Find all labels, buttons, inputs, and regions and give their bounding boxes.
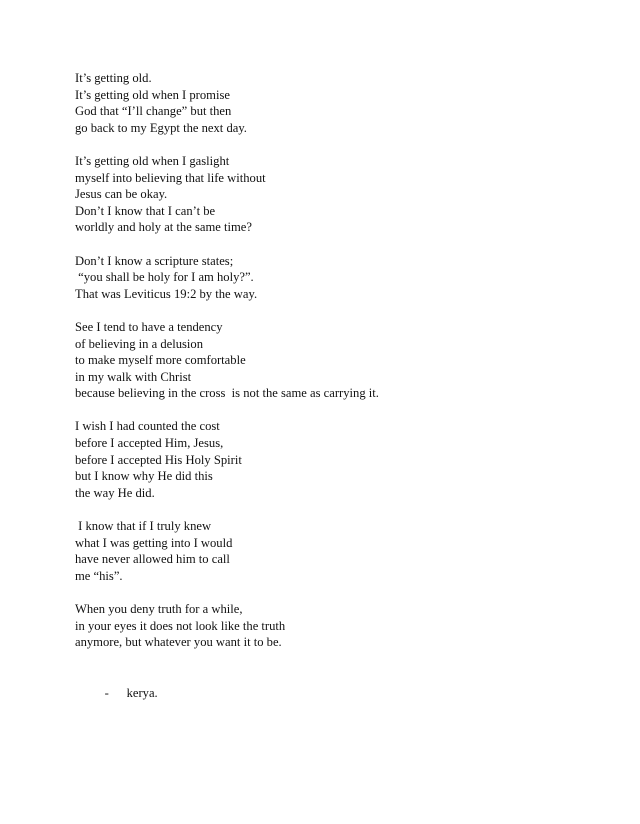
- poem-line: Jesus can be okay.: [75, 187, 168, 202]
- poem-line: go back to my Egypt the next day.: [75, 120, 247, 135]
- poem-line: It’s getting old when I gaslight: [75, 153, 230, 168]
- poem-line: before I accepted Him, Jesus,: [75, 436, 224, 451]
- poem-line: because believing in the cross is not the same as carrying it.: [75, 386, 379, 401]
- poem-line: God that “I’ll change” but then: [75, 104, 232, 119]
- poem-stanza: [75, 518, 615, 584]
- poem-line: before I accepted His Holy Spirit: [75, 452, 242, 467]
- poem-line: but I know why He did this: [75, 469, 213, 484]
- poem-line: Don’t I know that I can’t be: [75, 203, 216, 218]
- poem-stanza: [75, 418, 615, 501]
- poem-stanza: [75, 319, 615, 402]
- poem-line: I wish I had counted the cost: [75, 419, 220, 434]
- poem-line: worldly and holy at the same time?: [75, 220, 252, 235]
- poem-line: It’s getting old when I promise: [75, 87, 230, 102]
- poem-stanza: [75, 153, 615, 236]
- poem-line: When you deny truth for a while,: [75, 602, 243, 616]
- poem-line: me “his”.: [75, 568, 123, 583]
- signature-author: kerya.: [126, 685, 158, 700]
- signature-dash: -: [104, 685, 109, 700]
- poem-line: That was Leviticus 19:2 by the way.: [75, 286, 258, 301]
- poem-stanza: [75, 70, 615, 136]
- poem-stanza: [75, 601, 615, 651]
- poem-line: have never allowed him to call: [75, 552, 230, 567]
- poem-line: in your eyes it does not look like the truth: [75, 618, 286, 633]
- poem-body: [75, 70, 615, 667]
- poem-line: I know that if I truly knew: [75, 519, 212, 534]
- poem-line: myself into believing that life without: [75, 170, 266, 185]
- poem-line: of believing in a delusion: [75, 336, 204, 351]
- poem-line: anymore, but whatever you want it to be.: [75, 635, 282, 650]
- signature: [92, 668, 158, 718]
- poem-line: See I tend to have a tendency: [75, 319, 223, 334]
- poem-line: what I was getting into I would: [75, 535, 233, 550]
- poem-line: Don’t I know a scripture states;: [75, 253, 234, 268]
- poem-line: to make myself more comfortable: [75, 353, 246, 368]
- poem-line: It’s getting old.: [75, 71, 152, 85]
- poem-stanza: [75, 253, 615, 303]
- poem-line: the way He did.: [75, 485, 155, 500]
- poem-line: in my walk with Christ: [75, 369, 192, 384]
- poem-line: “you shall be holy for I am holy?”.: [75, 270, 254, 285]
